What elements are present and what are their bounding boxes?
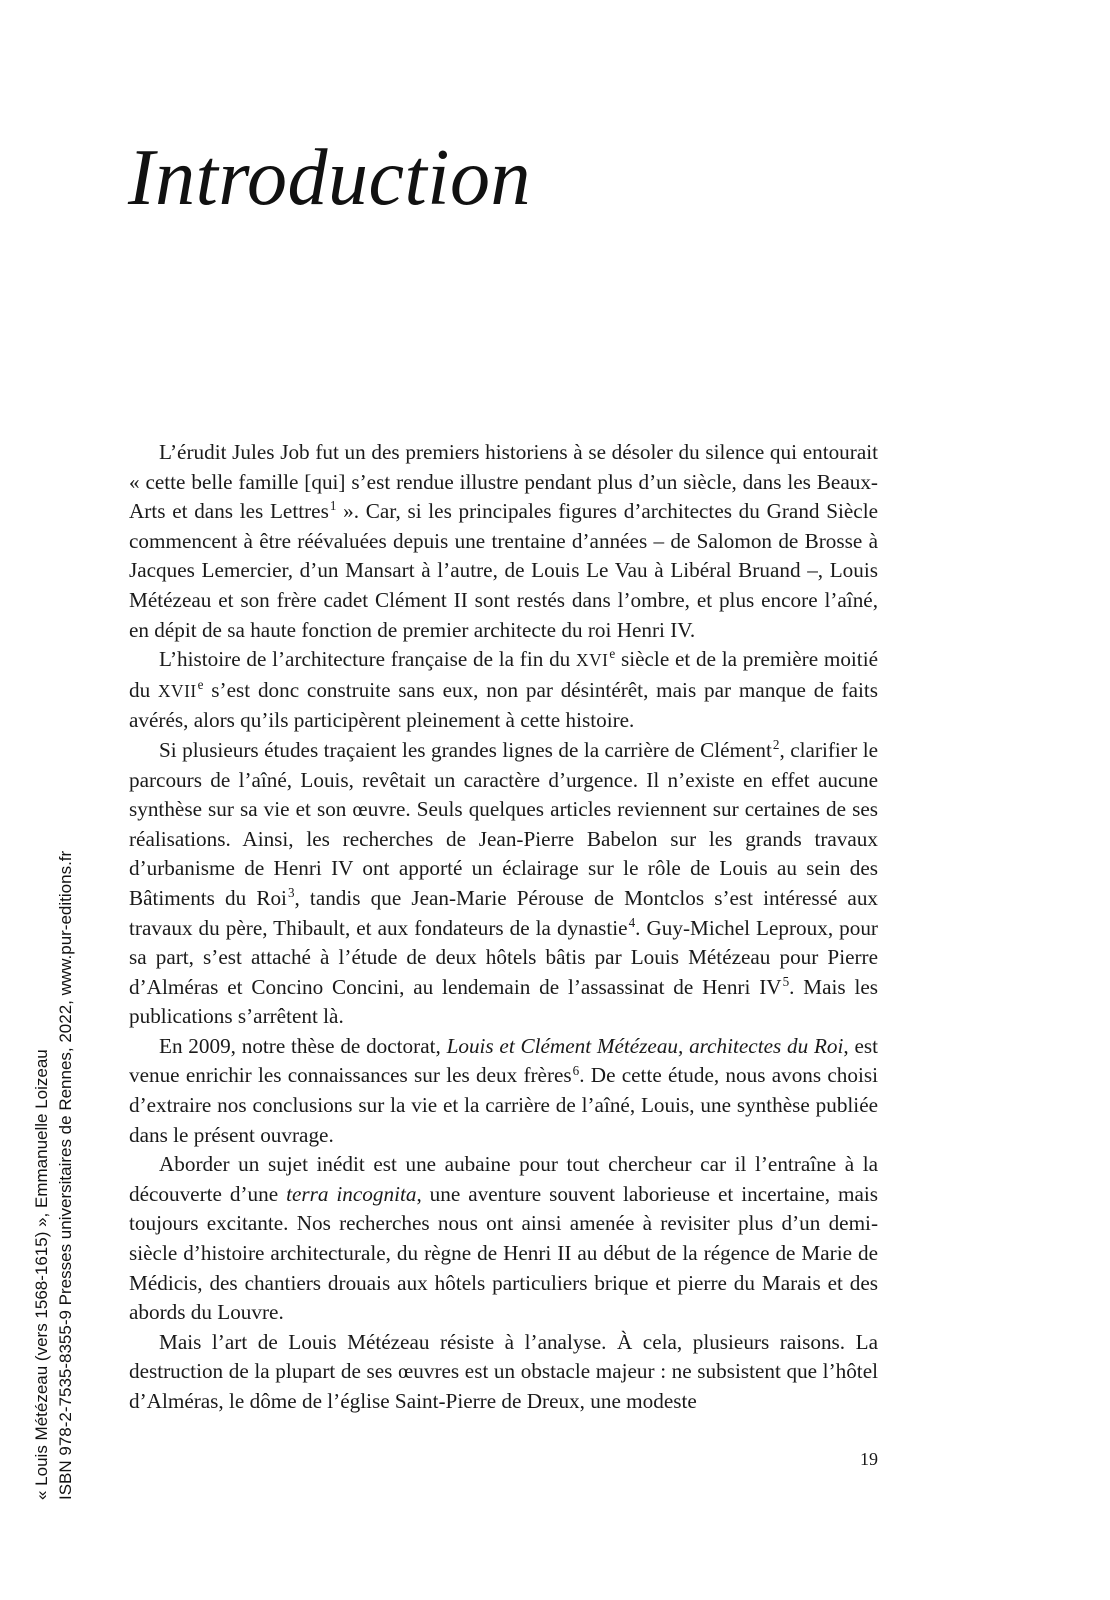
paragraph [129,736,878,1032]
side-credit-line-2: ISBN 978-2-7535-8355-9 Presses universitaires de Rennes, 2022, www.pur-editions.fr [56,850,75,1500]
text-run: . De cette étude, nous avons choisi d’extraire nos conclusions sur la vie et la carrière de l’aîné, Louis, une synthèse publiée dans le présent ouvrage. [129,1063,879,1147]
paragraph [129,645,878,736]
footnote-ref: 4 [628,914,636,930]
italic-text: Louis et Clément Métézeau, architectes du Roi [446,1033,844,1058]
footnote-ref: 2 [772,737,780,753]
text-run: En 2009, notre thèse de doctorat, [159,1033,447,1058]
text-run: s’est donc construite sans eux, non par désintérêt, mais par manque de faits avérés, alors qu’ils participèrent pleinement à cette histoire. [129,677,879,733]
footnote-ref: e [197,676,204,692]
paragraph [129,1328,878,1417]
text-run: L’érudit Jules Job fut un des premiers historiens à se désoler du silence qui entourait « cette belle famille [qui] s’est rendue illustre pendant plus d’un siècle, dans les Beaux-Arts et dans les Lettres [129,440,878,524]
text-run: , clarifier le parcours de l’aîné, Louis, revêtait un caractère d’urgence. Il n’existe en effet aucune synthèse sur sa vie et son œuvre. Seuls quelques articles reviennent sur certaines de ses réalisations. Ainsi, les recherches de Jean-Pierre Babelon sur les grands travaux d’urbanisme de Henri IV ont apporté un éclairage sur le rôle de Louis au sein des Bâtiments du Roi [129,737,878,910]
century-numeral: XVI [576,651,609,671]
paragraph [129,1150,878,1328]
text-run: . Mais les publications s’arrêtent là. [129,974,878,1029]
century-numeral: XVII [158,681,197,701]
footnote-ref: 5 [782,973,790,989]
footnote-ref: 3 [287,885,295,901]
paragraph [129,438,878,645]
text-run: , est venue enrichir les connaissances sur les deux frères [129,1033,878,1088]
body-text [129,438,878,1417]
side-credit [30,720,78,1500]
text-run: L’histoire de l’architecture française de la fin du [159,647,577,672]
text-run: , tandis que Jean-Marie Pérouse de Montclos s’est intéressé aux travaux du père, Thibault, et aux fondateurs de la dynastie [129,885,879,940]
paragraph [129,1032,878,1150]
text-run: siècle et de la première moitié du [129,647,878,702]
text-run: , une aventure souvent laborieuse et incertaine, mais toujours excitante. Nos recherches nous ont ainsi amenée à revisiter plus d’un demi-siècle d’histoire architecturale, du règne de Henri II au début de la régence de Marie de Médicis, des chantiers drouais aux hôtels particuliers brique et pierre du Marais et des abords du Louvre. [129,1181,878,1325]
footnote-ref: 1 [329,498,337,514]
text-run: Si plusieurs études traçaient les grandes lignes de la carrière de Clément [159,737,772,762]
text-run: Aborder un sujet inédit est une aubaine pour tout chercheur car il l’entraîne à la découverte d’une [129,1152,878,1206]
footnote-ref: e [609,646,616,662]
text-run: . Guy-Michel Leproux, pour sa part, s’est attaché à l’étude de deux hôtels bâtis par Louis Métézeau pour Pierre d’Alméras et Concino Concini, au lendemain de l’assassinat de Henri IV [129,915,878,999]
side-credit-line-1: « Louis Métézeau (vers 1568-1615) », Emmanuelle Loizeau [32,1049,51,1500]
page-number: 19 [860,1449,878,1469]
text-run: Mais l’art de Louis Métézeau résiste à l’analyse. À cela, plusieurs raisons. La destruction de la plupart de ses œuvres est un obstacle majeur : ne subsistent que l’hôtel d’Alméras, le dôme de l’église Saint-Pierre de Dreux, une modeste [129,1329,878,1413]
italic-text: terra incognita [286,1181,417,1206]
text-run: ». Car, si les principales figures d’architectes du Grand Siècle commencent à être réévaluées depuis une trentaine d’années – de Salomon de Brosse à Jacques Lemercier, d’un Mansart à l’autre, de Louis Le Vau à Libéral Bruand –, Louis Métézeau et son frère cadet Clément II sont restés dans l’ombre, et plus encore l’aîné, en dépit de sa haute fonction de premier architecte du roi Henri IV. [129,499,879,642]
chapter-title: Introduction [128,134,531,222]
footnote-ref: 6 [572,1062,580,1078]
